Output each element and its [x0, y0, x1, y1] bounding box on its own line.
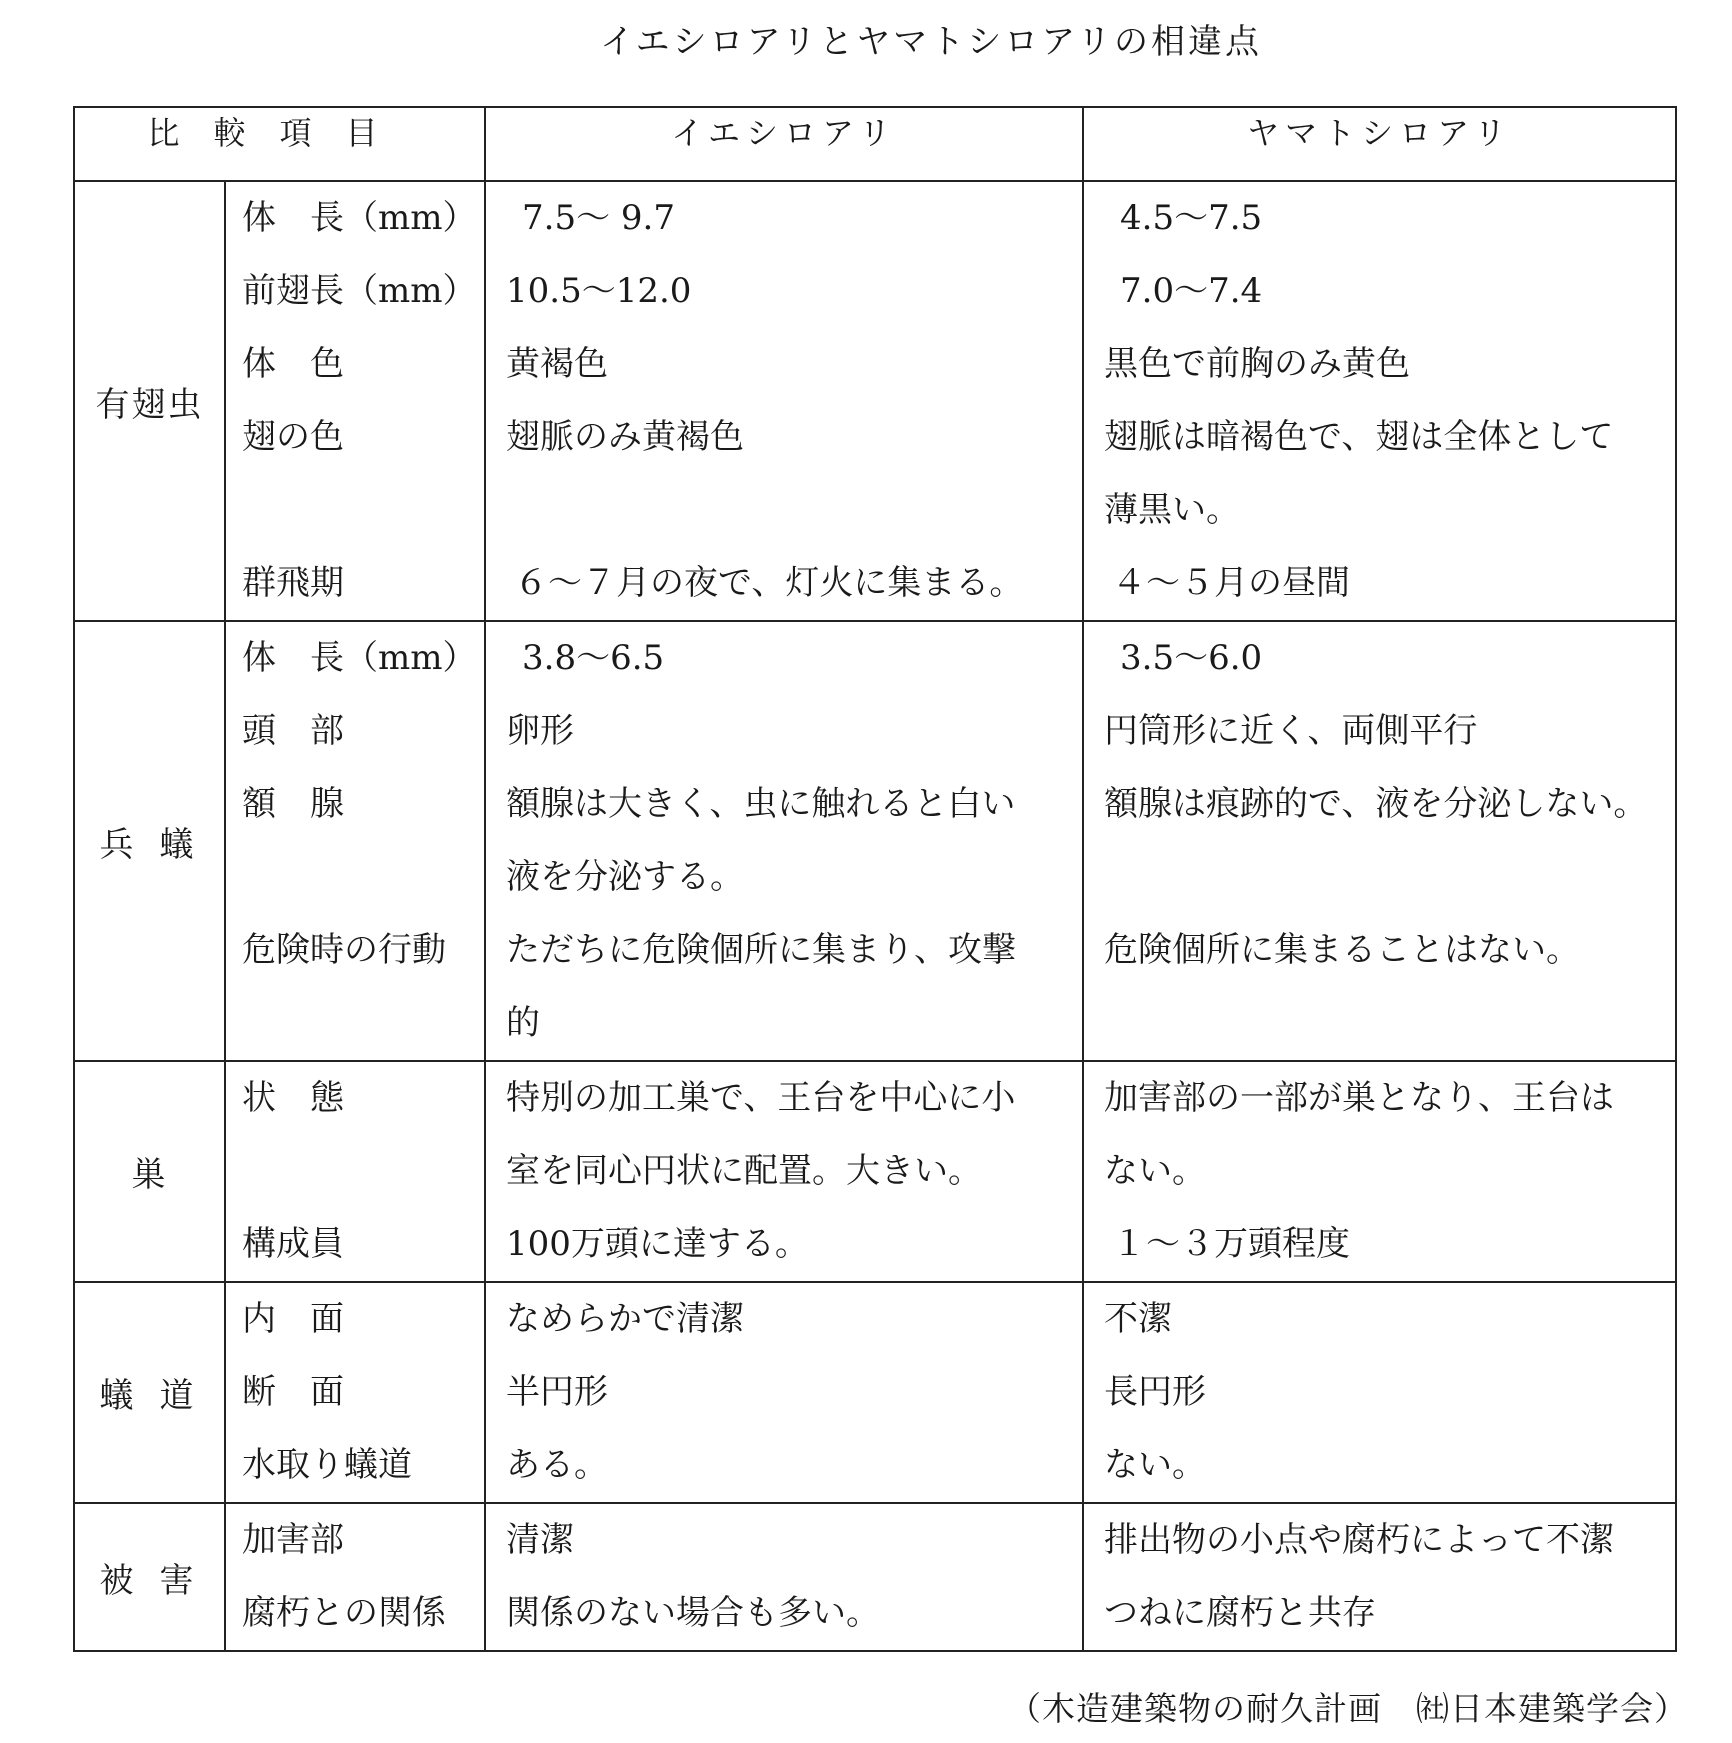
ieshiroari-value: なめらかで清潔: [506, 1299, 745, 1339]
group-row-alates: [74, 181, 1676, 621]
header-ieshiroari: イエシロアリ: [485, 107, 1083, 181]
group-label-alates: 有翅虫: [74, 181, 225, 621]
item-label: 加害部: [242, 1520, 344, 1560]
ieshiroari-value: 翅脈のみ黄褐色: [506, 417, 745, 457]
group-label-damage: 被害: [74, 1503, 225, 1651]
yamatoshiroari-value: １～３万頭程度: [1112, 1224, 1351, 1264]
group-label-nest: 巣: [74, 1061, 225, 1282]
ieshiroari-cell: [485, 1503, 1083, 1651]
yamatoshiroari-value: [1084, 987, 1675, 1060]
group-row-nest: [74, 1061, 1676, 1282]
item-label: 危険時の行動: [242, 930, 446, 970]
yamatoshiroari-value: 不潔: [1104, 1299, 1173, 1339]
yamatoshiroari-value: 円筒形に近く、両側平行: [1104, 711, 1478, 751]
item-label: 内 面: [242, 1299, 344, 1339]
ieshiroari-value: 液を分泌する。: [506, 857, 745, 897]
ieshiroari-value: 清潔: [506, 1520, 575, 1560]
ieshiroari-value: 半円形: [506, 1372, 609, 1412]
yamatoshiroari-value: 薄黒い。: [1104, 490, 1241, 530]
item-label: 水取り蟻道: [242, 1445, 412, 1485]
ieshiroari-value: 額腺は大きく、虫に触れると白い: [506, 784, 1016, 824]
yamatoshiroari-value: ない。: [1104, 1445, 1207, 1485]
ieshiroari-value: 100万頭に達する。: [506, 1224, 809, 1264]
item-label: 状 態: [242, 1078, 344, 1118]
header-item: 比較項目: [74, 107, 485, 181]
item-label: 頭 部: [242, 711, 344, 751]
yamatoshiroari-value: ４～５月の昼間: [1112, 563, 1351, 603]
item-cell: [225, 1282, 485, 1503]
ieshiroari-value: 室を同心円状に配置。大きい。: [506, 1151, 983, 1191]
yamatoshiroari-value: ない。: [1104, 1151, 1207, 1191]
ieshiroari-value: 特別の加工巣で、王台を中心に小: [506, 1078, 1016, 1118]
ieshiroari-value: 7.5～ 9.7: [522, 198, 675, 238]
source-citation: （木造建築物の耐久計画 ㈳日本建築学会）: [1008, 1689, 1688, 1728]
page-title: イエシロアリとヤマトシロアリの相違点: [600, 22, 1262, 62]
ieshiroari-cell: [485, 621, 1083, 1061]
yamatoshiroari-value: 黒色で前胸のみ黄色: [1104, 344, 1411, 384]
item-label: 前翅長（mm）: [242, 271, 477, 311]
item-cell: [225, 181, 485, 621]
item-label: 翅の色: [242, 417, 344, 457]
group-row-soldiers: [74, 621, 1676, 1061]
yamatoshiroari-cell: [1083, 181, 1676, 621]
item-label: 額 腺: [242, 784, 344, 824]
ieshiroari-cell: [485, 1061, 1083, 1282]
yamatoshiroari-value: 長円形: [1104, 1372, 1207, 1412]
yamatoshiroari-value: 危険個所に集まることはない。: [1104, 930, 1581, 970]
item-label: 断 面: [242, 1372, 344, 1412]
comparison-table: [73, 106, 1677, 1652]
item-cell: [225, 621, 485, 1061]
ieshiroari-value: [486, 474, 1082, 547]
item-label: 構成員: [242, 1224, 344, 1264]
ieshiroari-value: 的: [506, 1003, 541, 1043]
yamatoshiroari-cell: [1083, 1503, 1676, 1651]
yamatoshiroari-value: つねに腐朽と共存: [1104, 1593, 1377, 1633]
yamatoshiroari-value: 加害部の一部が巣となり、王台は: [1104, 1078, 1615, 1118]
group-label-soldiers: 兵蟻: [74, 621, 225, 1061]
yamatoshiroari-value: 額腺は痕跡的で、液を分泌しない。: [1104, 784, 1648, 824]
yamatoshiroari-value: 4.5～7.5: [1120, 198, 1263, 238]
yamatoshiroari-value: 3.5～6.0: [1120, 638, 1263, 678]
yamatoshiroari-value: 7.0～7.4: [1120, 271, 1263, 311]
yamatoshiroari-value: [1084, 841, 1675, 914]
header-yamatoshiroari: ヤマトシロアリ: [1083, 107, 1676, 181]
item-label: 体 長（mm）: [242, 198, 477, 238]
header-row: [74, 107, 1676, 181]
yamatoshiroari-cell: [1083, 1282, 1676, 1503]
ieshiroari-cell: [485, 1282, 1083, 1503]
ieshiroari-value: ６～７月の夜で、灯火に集まる。: [514, 563, 1024, 603]
group-row-damage: [74, 1503, 1676, 1651]
item-label: 群飛期: [242, 563, 344, 603]
ieshiroari-value: 黄褐色: [506, 344, 609, 384]
yamatoshiroari-value: 排出物の小点や腐朽によって不潔: [1104, 1520, 1615, 1560]
item-label: [226, 474, 484, 547]
item-cell: [225, 1061, 485, 1282]
ieshiroari-value: 卵形: [506, 711, 575, 751]
item-label: [226, 987, 484, 1060]
ieshiroari-value: 3.8～6.5: [522, 638, 665, 678]
item-label: 腐朽との関係: [242, 1593, 446, 1633]
ieshiroari-value: 10.5～12.0: [506, 271, 692, 311]
group-row-tunnels: [74, 1282, 1676, 1503]
ieshiroari-cell: [485, 181, 1083, 621]
yamatoshiroari-cell: [1083, 1061, 1676, 1282]
item-label: 体 色: [242, 344, 344, 384]
item-label: [226, 841, 484, 914]
yamatoshiroari-value: 翅脈は暗褐色で、翅は全体として: [1104, 417, 1614, 457]
item-label: [226, 1135, 484, 1208]
group-label-tunnels: 蟻道: [74, 1282, 225, 1503]
ieshiroari-value: 関係のない場合も多い。: [506, 1593, 881, 1633]
item-cell: [225, 1503, 485, 1651]
yamatoshiroari-cell: [1083, 621, 1676, 1061]
ieshiroari-value: ある。: [506, 1445, 609, 1485]
item-label: 体 長（mm）: [242, 638, 477, 678]
ieshiroari-value: ただちに危険個所に集まり、攻撃: [506, 930, 1017, 970]
